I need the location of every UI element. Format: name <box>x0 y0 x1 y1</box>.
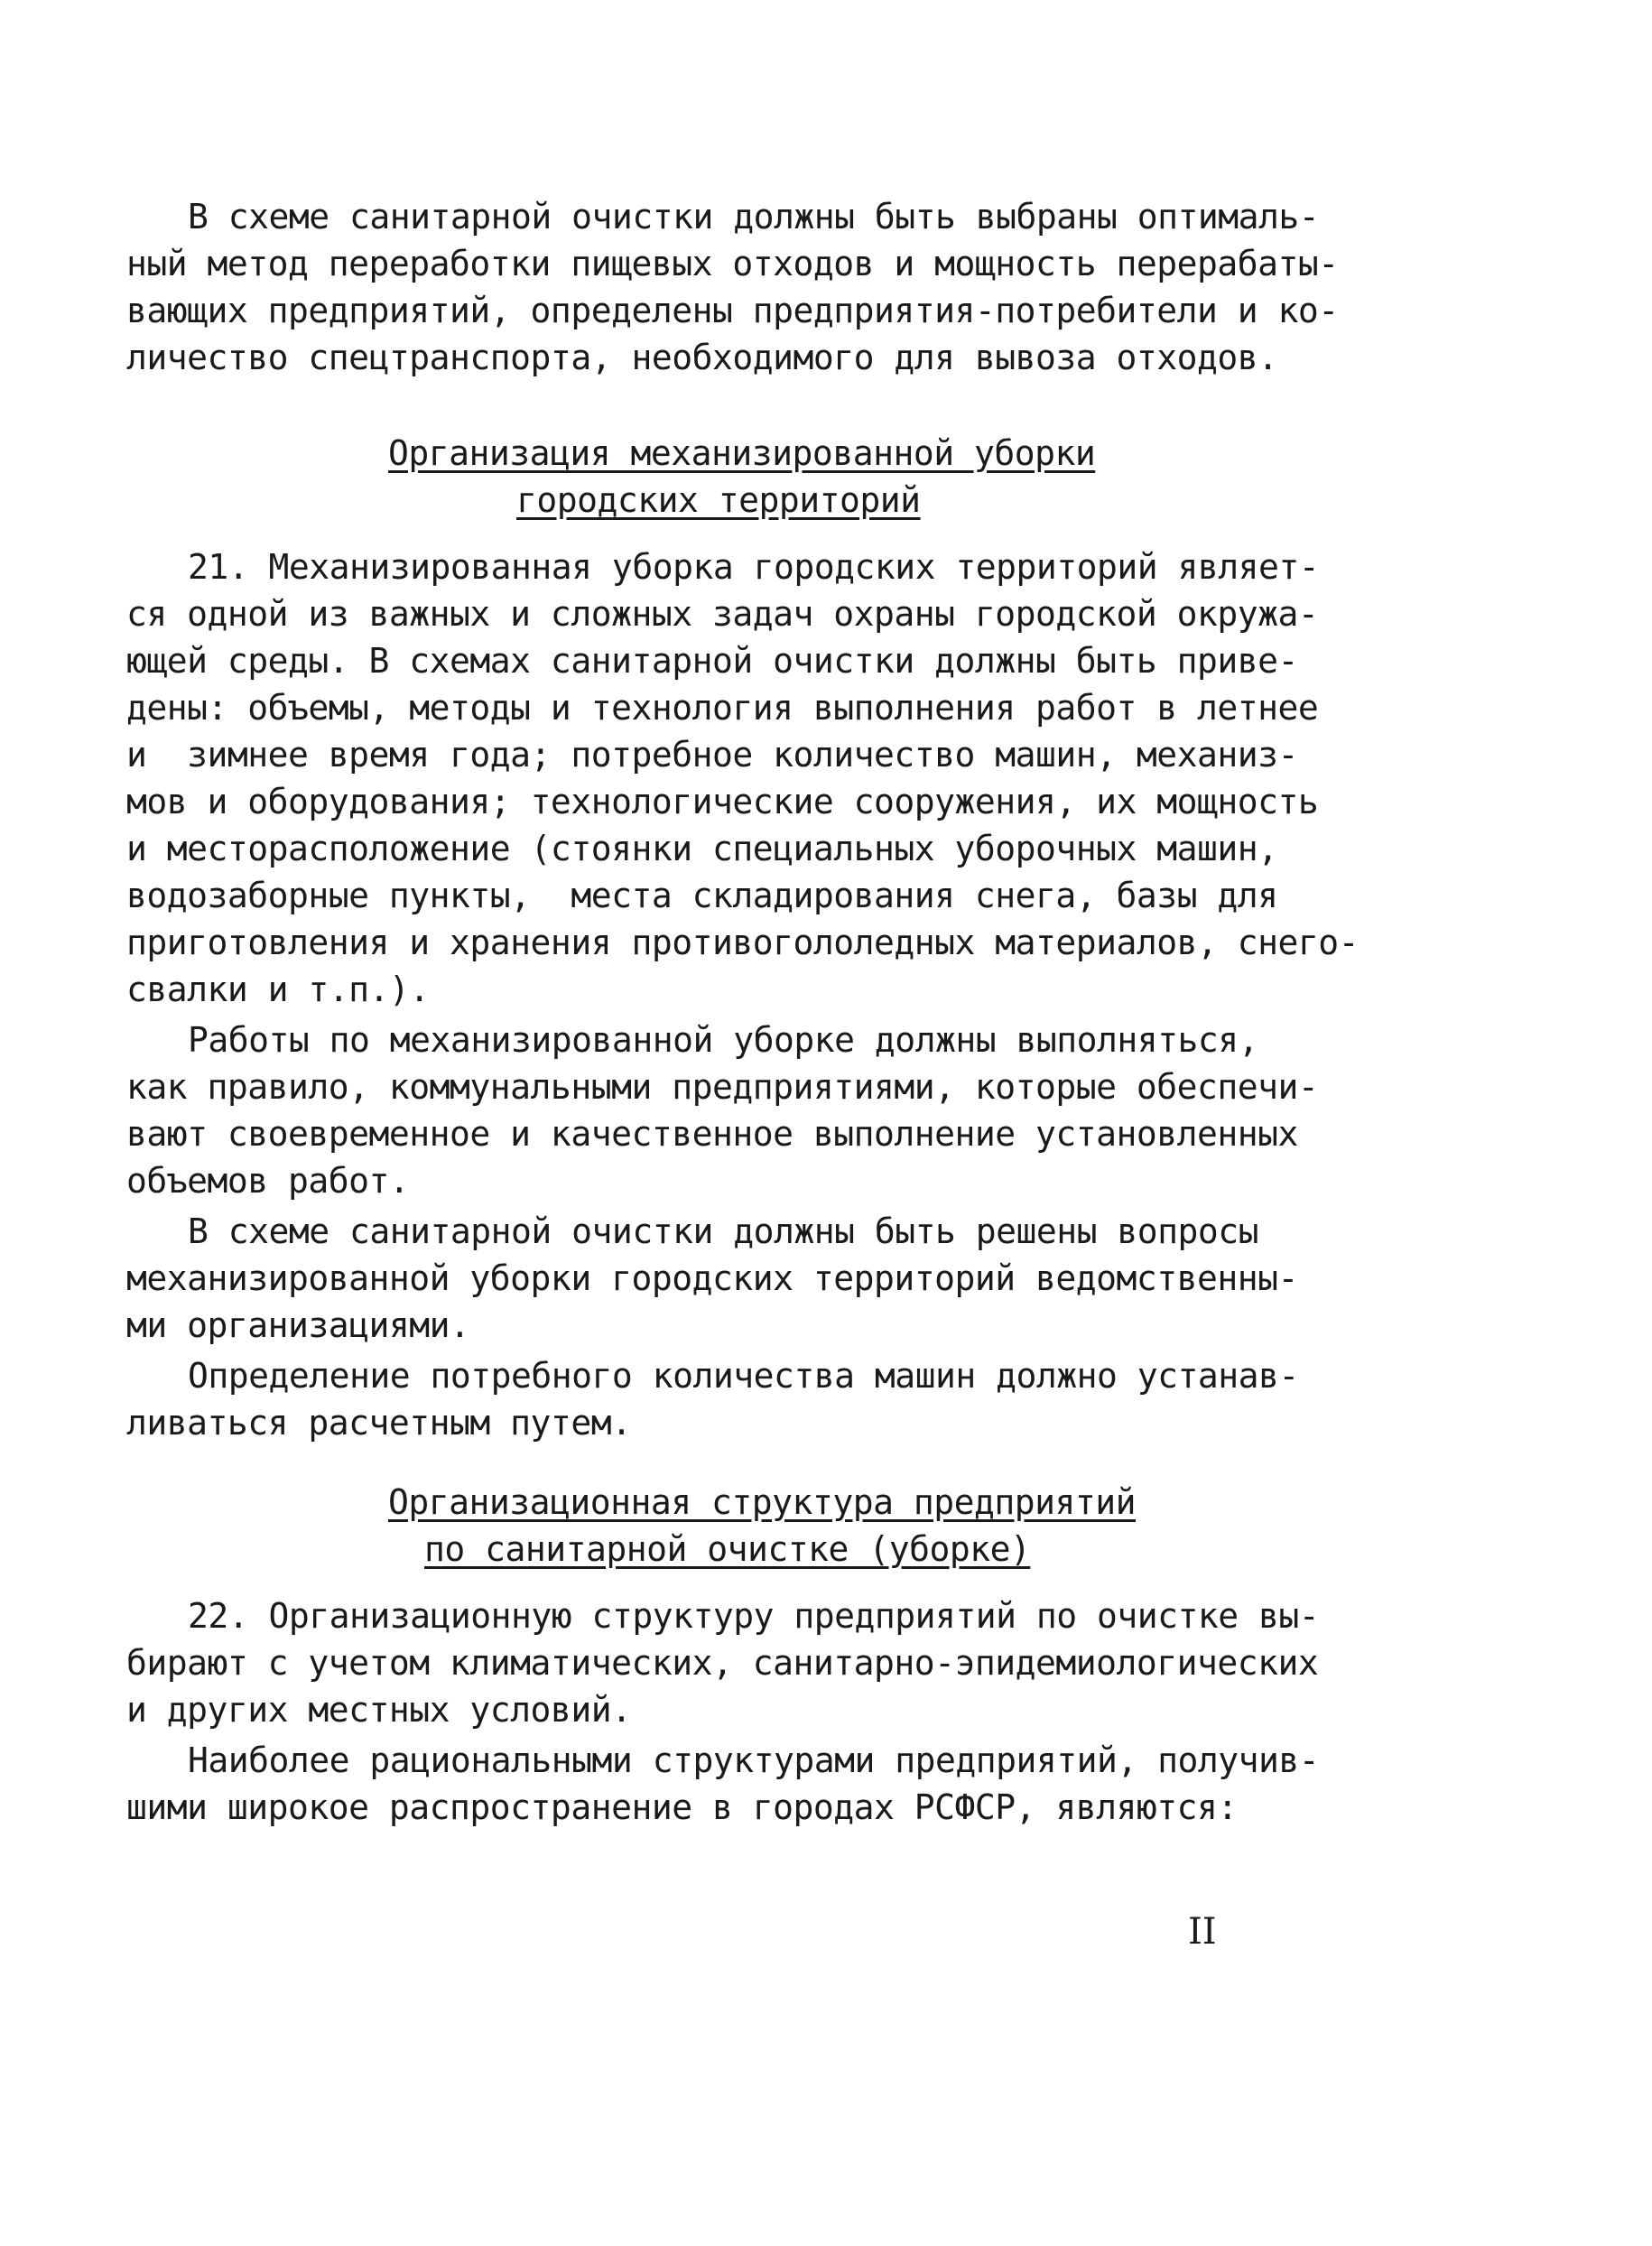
text-line: ми организациями. <box>126 1305 470 1345</box>
heading-line: Организация механизированной уборки <box>388 433 1096 473</box>
heading-line: городских территорий <box>516 480 921 520</box>
text-line: и других местных условий. <box>126 1690 632 1730</box>
text-line: водозаборные пункты, места складирования снега, базы для <box>126 876 1278 915</box>
text-line: ющей среды. В схемах санитарной очистки должны быть приве- <box>126 641 1298 681</box>
text-line: Работы по механизированной уборке должны выполняться, <box>188 1020 1259 1060</box>
text-line: Определение потребного количества машин должно устанав- <box>188 1356 1299 1396</box>
text-line: В схеме санитарной очистки должны быть выбраны оптималь- <box>188 197 1320 237</box>
text-line: механизированной уборки городских территорий ведомственны- <box>126 1258 1298 1298</box>
text-line: объемов работ. <box>126 1161 410 1201</box>
text-line: 22. Организационную структуру предприятий по очистке вы- <box>188 1596 1320 1636</box>
text-line: ся одной из важных и сложных задач охраны городской окружа- <box>126 594 1319 634</box>
page-number: II <box>1188 1911 1217 1953</box>
text-line: вающих предприятий, определены предприятия-потребители и ко- <box>126 291 1339 330</box>
text-line: и зимнее время года; потребное количество машин, механиз- <box>126 735 1298 775</box>
text-line: вают своевременное и качественное выполнение установленных <box>126 1114 1298 1154</box>
heading-line: по санитарной очистке (уборке) <box>424 1529 1031 1569</box>
text-line: приготовления и хранения противогололедных материалов, снего- <box>126 923 1360 962</box>
text-line: 21. Механизированная уборка городских территорий являет- <box>188 547 1320 587</box>
text-line: ный метод переработки пищевых отходов и мощность перерабаты- <box>126 244 1339 283</box>
text-line: и месторасположение (стоянки специальных уборочных машин, <box>126 829 1278 868</box>
text-line: личество спецтранспорта, необходимого для вывоза отходов. <box>126 338 1278 377</box>
text-line: свалки и т.п.). <box>126 970 430 1009</box>
text-line: ливаться расчетным путем. <box>126 1403 632 1443</box>
text-line: бирают с учетом климатических, санитарно-эпидемиологических <box>126 1643 1319 1683</box>
text-line: Наиболее рациональными структурами предприятий, получив- <box>188 1740 1320 1780</box>
text-line: дены: объемы, методы и технология выполнения работ в летнее <box>126 688 1319 728</box>
text-line: как правило, коммунальными предприятиями, которые обеспечи- <box>126 1067 1319 1107</box>
text-line: В схеме санитарной очистки должны быть решены вопросы <box>188 1211 1259 1251</box>
text-line: мов и оборудования; технологические сооружения, их мощность <box>126 782 1319 821</box>
text-line: шими широкое распространение в городах РСФСР, являются: <box>126 1787 1238 1827</box>
heading-line: Организационная структура предприятий <box>388 1482 1136 1522</box>
